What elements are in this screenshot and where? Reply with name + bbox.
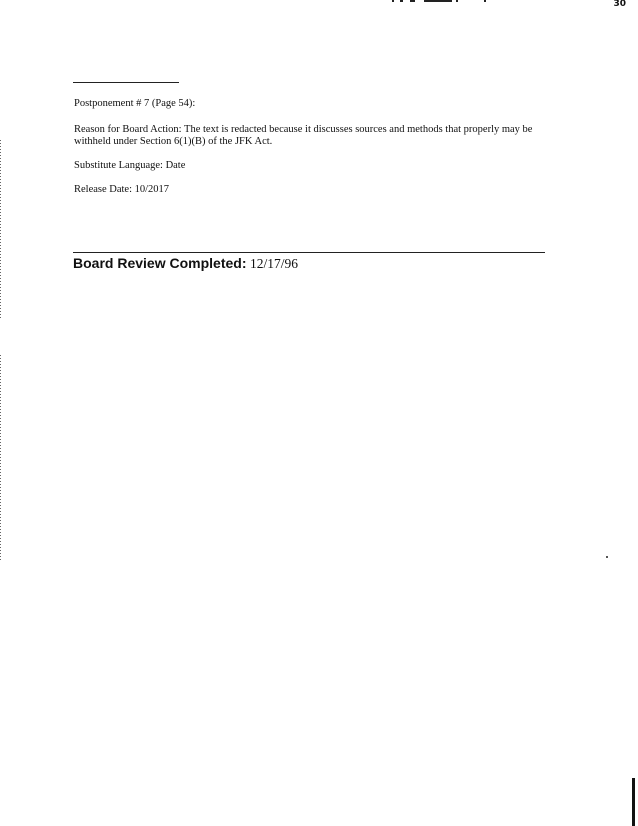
review-divider bbox=[73, 252, 545, 253]
scan-artifact-bar bbox=[632, 778, 635, 826]
page-corner-mark: 30 bbox=[613, 0, 626, 9]
release-date: Release Date: 10/2017 bbox=[74, 184, 170, 195]
board-review-line bbox=[73, 255, 298, 273]
postponement-heading: Postponement # 7 (Page 54): bbox=[74, 98, 196, 109]
board-review-date: 12/17/96 bbox=[249, 256, 298, 271]
scan-edge-left bbox=[0, 355, 1, 560]
footnote-rule bbox=[73, 82, 179, 83]
scan-artifact-dot bbox=[606, 556, 608, 558]
reason-for-board-action: Reason for Board Action: The text is redacted because it discusses sources and methods that properly may be withheld under Section 6(1)(B) of the JFK Act. bbox=[74, 124, 533, 147]
scan-artifact-top bbox=[392, 0, 492, 3]
board-review-label: Board Review Completed: bbox=[73, 255, 247, 271]
scan-edge-left bbox=[0, 140, 1, 320]
substitute-language: Substitute Language: Date bbox=[74, 160, 186, 171]
